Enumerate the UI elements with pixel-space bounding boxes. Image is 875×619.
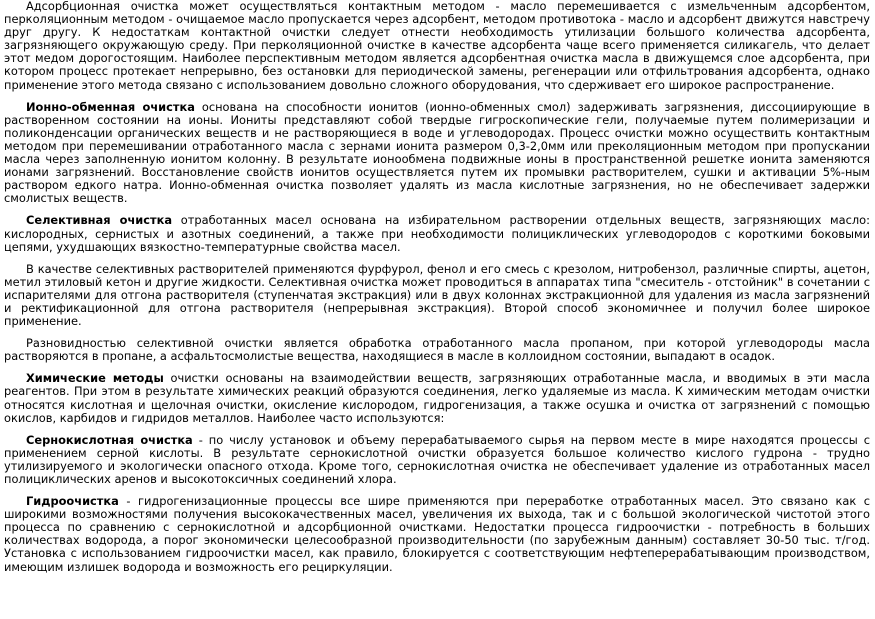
paragraph-sulfuric: [4, 434, 870, 486]
term-ion-exchange: Ионно-обменная очистка: [26, 99, 195, 114]
paragraph-text: отработанных масел основана на избирательном растворении отдельных веществ, загрязняющих масло: кислородных, сернистых и азотных соединений, а также при необходимости полициклических углеводородов с короткими боковыми цепями, ухудшающих вязкостно-температурные свойства масел.: [4, 213, 870, 254]
term-selective: Селективная очистка: [26, 213, 173, 228]
paragraph-chemical: [4, 372, 870, 424]
term-chemical: Химические методы: [26, 371, 164, 386]
term-hydrotreating: Гидроочистка: [26, 494, 119, 509]
paragraph-solvents: [4, 263, 870, 328]
paragraph-text: основана на способности ионитов (ионно-обменных смол) задерживать загрязнения, диссоциирующие в растворенном состоянии на ионы. Иониты представляют собой твердые гигроскопические гели, получаемые путем полимеризации и поликонденсации органических веществ и не растворяющиеся в воде и углеводородах. Процесс очистки можно осуществить контактным методом при перемешивании отработанного масла с зернами ионита размером 0,3-2,0мм или преколяционным методом при пропускании масла через заполненную ионитом колонну. В результате ионообмена подвижные ионы в пространственной решетке ионита заменяются ионами загрязнений. Восстановление свойств ионитов осуществляется путем их промывки растворителем, сушки и активации 5%-ным раствором едкого натра. Ионно-обменная очистка позволяет удалять из масла кислотные загрязнения, но не обеспечивает задержки смолистых веществ.: [4, 99, 870, 206]
paragraph-text: - гидрогенизационные процессы все шире применяются при переработке отработанных масел. Это связано как с широкими возможностями получения высококачественных масел, увеличения их выхода, так и с большой экологической чистотой этого процесса по сравнению с сернокислотной и адсорбционной очистками. Недостатки процесса гидроочистки - потребность в больших количествах водорода, а порог экономически целесообразной производительности (по зарубежным данным) составляет 30-50 тыс. т/год. Установка с использованием гидроочистки масел, как правило, блокируется с соответствующим нефтеперерабатывающим производством, имеющим излишек водорода и возможность его рециркуляции.: [4, 494, 870, 574]
paragraph-text: - по числу установок и объему перерабатываемого сырья на первом месте в мире находятся процессы с применением серной кислоты. В результате сернокислотной очистки образуется большое количество кислого гудрона - трудно утилизируемого и экологически опасного отхода. Кроме того, сернокислотная очистка не обеспечивает удаление из отработанных масел полициклических аренов и высокотоксичных соединений хлора.: [4, 432, 870, 486]
paragraph-selective: [4, 214, 870, 253]
paragraph-ion-exchange: [4, 101, 870, 206]
paragraph-hydrotreating: [4, 495, 870, 574]
paragraph-text: Адсорбционная очистка может осуществляться контактным методом - масло перемешивается с измельченным адсорбентом, перколяционным методом - очищаемое масло пропускается через адсорбент, методом противотока - масло и адсорбент движутся навстречу друг другу. К недостаткам контактной очистки следует отнести необходимость утилизации большого количества адсорбента, загрязняющего окружающую среду. При перколяционной очистке в качестве адсорбента чаще всего применяется силикагель, что делает этот медом дорогостоящим. Наиболее перспективным методом является адсорбентная очистка масла в движущемся слое адсорбента, при котором процесс протекает непрерывно, без остановки для периодической замены, регенерации или отфильтрования адсорбента, однако применение этого метода связано с использованием довольно сложного оборудования, что сдерживает его широкое распространение.: [4, 0, 870, 92]
paragraph-text: Разновидностью селективной очистки является обработка отработанного масла пропаном, при которой углеводороды масла растворяются в пропане, а асфальтосмолистые вещества, находящиеся в масле в коллоидном состоянии, выпадают в осадок.: [4, 336, 870, 364]
document-body: [4, 0, 870, 583]
paragraph-text: очистки основаны на взаимодействии веществ, загрязняющих отработанные масла, и вводимых в эти масла реагентов. При этом в результате химических реакций образуются соединения, легко удаляемые из масла. К химическим методам очистки относятся кислотная и щелочная очистки, окисление кислородом, гидрогенизация, а также осушка и очистка от загрязнений с помощью окислов, карбидов и гидридов металлов. Наиболее часто используются:: [4, 371, 871, 425]
paragraph-propane: [4, 337, 870, 363]
paragraph-text: В качестве селективных растворителей применяются фурфурол, фенол и его смесь с крезолом, нитробензол, различные спирты, ацетон, метил этиловый кетон и другие жидкости. Селективная очистка может проводиться в аппаратах типа "смеситель - отстойник" в сочетании с испарителями для отгона растворителя (ступенчатая экстракция) или в двух колоннах экстракционной для удаления из масла загрязнений и ректификационной для отгона растворителя (непрерывная экстракция). Второй способ экономичнее и получил более широкое применение.: [4, 261, 870, 329]
term-sulfuric: Сернокислотная очистка: [26, 432, 193, 447]
paragraph-adsorption: [4, 0, 870, 92]
